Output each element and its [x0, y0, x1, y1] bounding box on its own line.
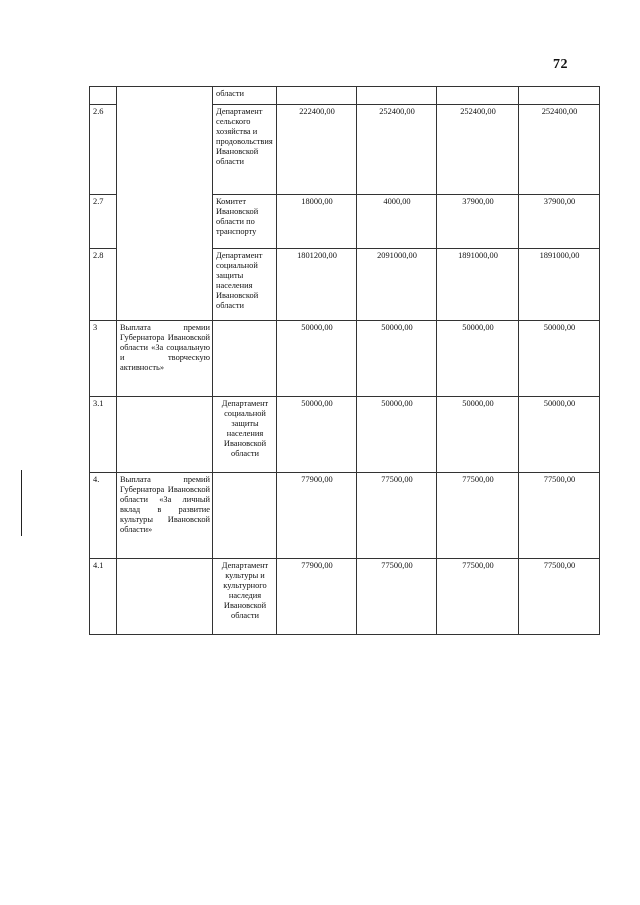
row-amount-1: 50000,00: [277, 321, 357, 397]
row-amount-3: 50000,00: [437, 397, 519, 473]
row-number: 2.6: [90, 105, 117, 195]
row-amount-2: 50000,00: [357, 397, 437, 473]
row-description: Выплата премий Губернатора Ивановской области «За личный вклад в развитие культуры Ивановской области»: [117, 473, 213, 559]
table-row: [90, 321, 600, 397]
row-amount-4: [519, 87, 600, 105]
row-number: 2.7: [90, 195, 117, 249]
row-department: [213, 473, 277, 559]
row-amount-3: [437, 87, 519, 105]
row-number: [90, 87, 117, 105]
row-description: [117, 87, 213, 321]
row-amount-4: 1891000,00: [519, 249, 600, 321]
row-description: [117, 559, 213, 635]
row-amount-2: 50000,00: [357, 321, 437, 397]
row-department: Комитет Ивановской области по транспорту: [213, 195, 277, 249]
row-amount-1: 77900,00: [277, 473, 357, 559]
row-department: области: [213, 87, 277, 105]
row-department: [213, 321, 277, 397]
table-row: [90, 473, 600, 559]
row-number: 4.: [90, 473, 117, 559]
row-department: Департамент культуры и культурного наследия Ивановской области: [213, 559, 277, 635]
row-amount-4: 252400,00: [519, 105, 600, 195]
row-amount-2: 77500,00: [357, 473, 437, 559]
table-row: [90, 559, 600, 635]
row-department: Департамент социальной защиты населения Ивановской области: [213, 397, 277, 473]
row-amount-4: 50000,00: [519, 321, 600, 397]
row-amount-4: 37900,00: [519, 195, 600, 249]
row-amount-4: 50000,00: [519, 397, 600, 473]
row-number: 3.1: [90, 397, 117, 473]
row-amount-1: 222400,00: [277, 105, 357, 195]
row-amount-1: [277, 87, 357, 105]
row-amount-3: 77500,00: [437, 473, 519, 559]
row-amount-4: 77500,00: [519, 559, 600, 635]
row-amount-2: 77500,00: [357, 559, 437, 635]
row-amount-3: 77500,00: [437, 559, 519, 635]
row-amount-1: 18000,00: [277, 195, 357, 249]
margin-mark: [21, 470, 22, 536]
row-amount-2: [357, 87, 437, 105]
row-amount-1: 77900,00: [277, 559, 357, 635]
row-number: 4.1: [90, 559, 117, 635]
row-department: Департамент сельского хозяйства и продовольствия Ивановской области: [213, 105, 277, 195]
row-amount-1: 50000,00: [277, 397, 357, 473]
row-amount-3: 37900,00: [437, 195, 519, 249]
row-department: Департамент социальной защиты населения Ивановской области: [213, 249, 277, 321]
row-number: 3: [90, 321, 117, 397]
row-description: Выплата премии Губернатора Ивановской области «За социальную и творческую активность»: [117, 321, 213, 397]
page-number: 72: [553, 57, 568, 72]
row-description: [117, 397, 213, 473]
table-row: [90, 397, 600, 473]
budget-table: [89, 86, 600, 635]
row-amount-3: 1891000,00: [437, 249, 519, 321]
row-amount-4: 77500,00: [519, 473, 600, 559]
table-row: [90, 87, 600, 105]
row-amount-3: 50000,00: [437, 321, 519, 397]
row-number: 2.8: [90, 249, 117, 321]
row-amount-2: 2091000,00: [357, 249, 437, 321]
row-amount-1: 1801200,00: [277, 249, 357, 321]
row-amount-2: 4000,00: [357, 195, 437, 249]
row-amount-2: 252400,00: [357, 105, 437, 195]
row-amount-3: 252400,00: [437, 105, 519, 195]
